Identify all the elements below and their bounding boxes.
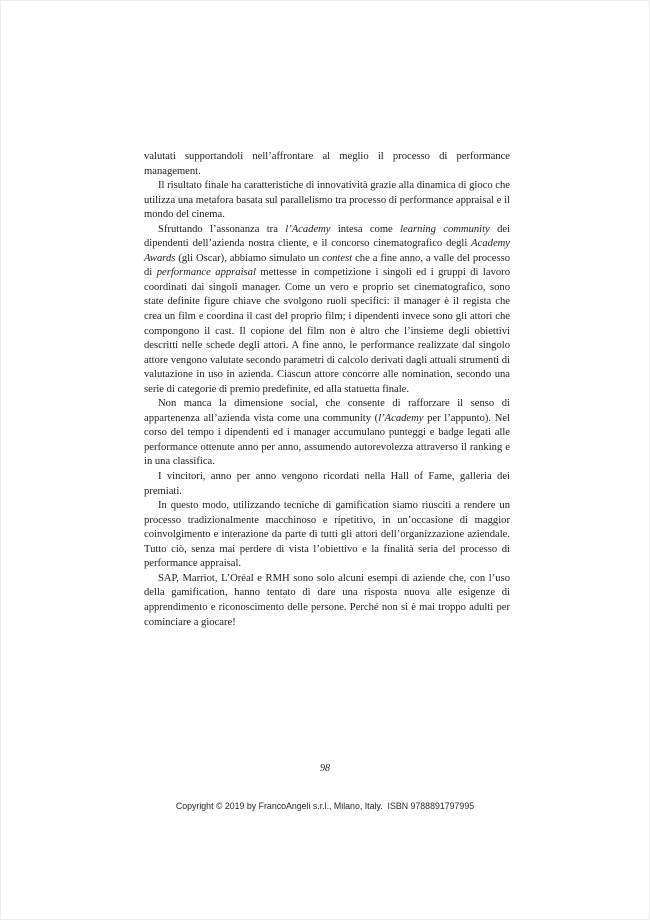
text-segment: dei dipendenti dell’azienda nostra cliente, e il concorso cinematografico degli [144,223,511,250]
italic-text-segment: performance appraisal [156,267,256,279]
italic-text-segment: l’Academy [285,223,331,235]
copyright-footer: Copyright © 2019 by FrancoAngeli s.r.l., Milano, Italy. ISBN 9788891797995 [175,801,475,811]
paragraph [144,179,510,223]
text-segment: Sfruttando l’assonanza tra [158,223,286,235]
text-segment: In questo modo, utilizzando tecniche di gamification siamo riusciti a rendere un processo tradizionalmente macchinoso e ripetitivo, in un’occasione di maggior coinvolgimento e interazione da parte di tutti gli attori dell’organizzazione aziendale. Tutto ciò, senza mai perdere di vista l’obiettivo e la finalità seria del processo di performance appraisal. [144,500,510,570]
text-block [144,150,510,630]
page-number: 98 [320,763,330,774]
italic-text-segment: contest [322,252,353,264]
text-segment: che a fine anno, a valle del processo di [144,252,510,279]
italic-text-segment: l’Academy [378,412,424,424]
paragraph [144,150,510,179]
italic-text-segment: Academy Awards [144,238,510,264]
text-segment: Non manca la dimensione social, che consente di rafforzare il senso di appartenenza all’azienda vista come una community ( [144,398,510,424]
text-segment: mettesse in competizione i singoli ed i gruppi di lavoro coordinati dai singoli manager. Come un vero e proprio set cinematografico, sono state definite figure chiave che svolgono ruoli specifici: il manager è il regista che crea un film e coordina il cast del proprio film; i dipendenti invece sono gli attori che compongono il cast. Il copione del film non è altro che l’insieme degli obiettivi descritti nelle schede degli attori. A fine anno, le performance realizzate dal singolo attore vengono valutate secondo parametri di calcolo derivati dagli attuali strumenti di valutazione in uso in azienda. Ciascun attore concorre alle nomination, secondo una serie di categorie di premio predefinite, ed alla statuetta finale. [144,267,510,395]
paragraph [144,572,510,630]
paragraph [144,470,510,499]
text-segment: Il risultato finale ha caratteristiche di innovatività grazie alla dinamica di gioco che utilizza una metafora basata sul parallelismo tra processo di performance appraisal e il mondo del cinema. [144,180,510,221]
paragraph [144,223,510,398]
text-segment: intesa come [330,223,401,235]
text-segment: valutati supportandoli nell’affrontare al meglio il processo di performance management. [144,151,510,177]
text-segment: I vincitori, anno per anno vengono ricordati nella Hall of Fame, galleria dei premiati. [144,471,510,497]
paragraph [144,397,510,470]
text-segment: per l’appunto). Nel corso del tempo i dipendenti ed i manager accumulano punteggi e badge legati alle performance ottenute anno per anno, assumendo autorevolezza attraverso il ranking e in una classifica. [144,412,510,468]
text-segment: SAP, Marriot, L’Oréal e RMH sono solo alcuni esempi di aziende che, con l’uso della gamification, hanno tentato di dare una risposta nuova alle esigenze di apprendimento e riconoscimento delle persone. Perché non si è mai troppo adulti per cominciare a giocare! [144,572,510,628]
text-segment: (gli Oscar), abbiamo simulato un [175,252,323,264]
italic-text-segment: learning community [400,223,490,235]
paragraph [144,499,510,572]
